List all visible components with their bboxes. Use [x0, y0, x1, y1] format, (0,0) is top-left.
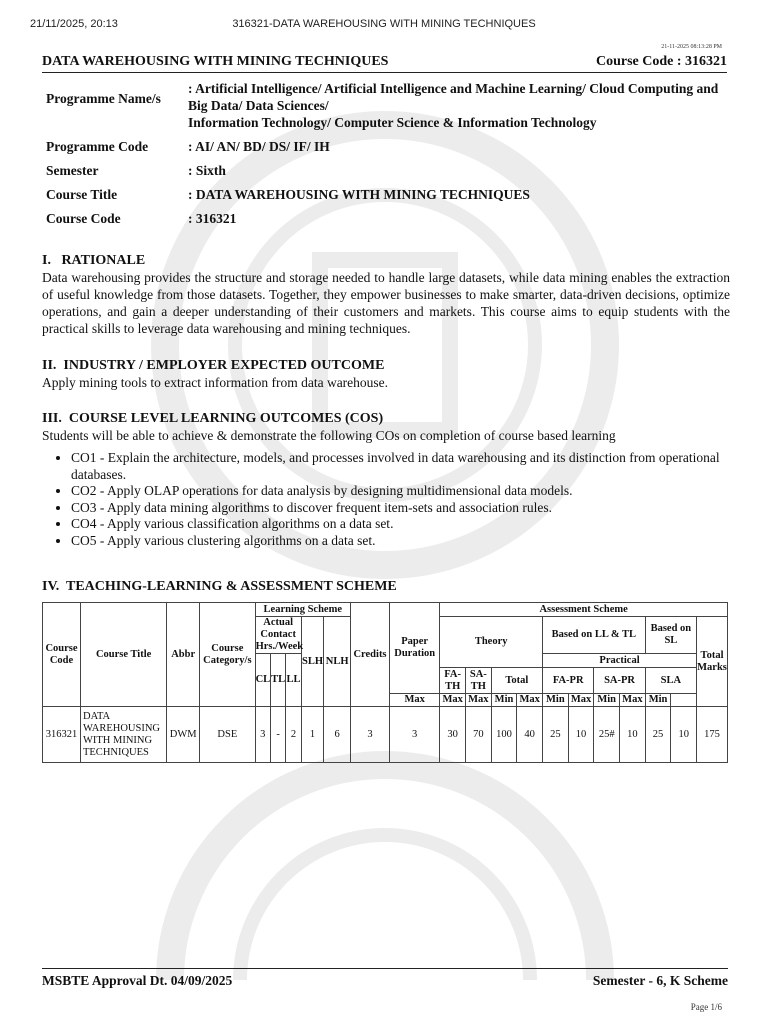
approval-date: MSBTE Approval Dt. 04/09/2025 — [42, 973, 233, 988]
cell-fa-pr-max: 25 — [543, 707, 569, 763]
header-abbr: Abbr — [167, 603, 200, 707]
course-title-label: Course Title — [46, 187, 118, 202]
header-fa-pr: FA-PR — [543, 668, 594, 694]
cell-sa-pr-min: 10 — [620, 707, 646, 763]
list-item: • CO1 - Explain the architecture, models, and processes involved in data warehousing and its distinction from operational databases. — [71, 450, 730, 483]
cell-sa-pr-max: 25# — [594, 707, 620, 763]
course-code-label: Course Code — [46, 211, 121, 226]
header-theory: Theory — [440, 617, 543, 668]
course-code-row — [42, 210, 732, 227]
cell-fa-th-max: 30 — [440, 707, 466, 763]
course-code-value: : 316321 — [188, 211, 237, 226]
cell-sla-max: 25 — [645, 707, 671, 763]
rationale-section — [42, 252, 730, 337]
browser-print-header — [0, 18, 768, 34]
programme-code-value: : AI/ AN/ BD/ DS/ IF/ IH — [188, 139, 330, 154]
header-course-category: Course Category/s — [200, 603, 255, 707]
course-outcomes-list — [42, 450, 730, 549]
print-doc-title: 316321-DATA WAREHOUSING WITH MINING TECHNIQUES — [232, 18, 536, 30]
cell-sa-th-max: 70 — [466, 707, 492, 763]
header-theory-total: Total — [491, 668, 542, 694]
header-max: Max — [517, 694, 543, 707]
header-cl: CL — [255, 654, 270, 707]
rationale-heading: I. RATIONALE — [42, 253, 146, 268]
course-outcomes-heading: III. COURSE LEVEL LEARNING OUTCOMES (COS) — [42, 411, 384, 426]
scheme-heading: IV. TEACHING-LEARNING & ASSESSMENT SCHEME — [42, 579, 397, 594]
header-learning-scheme: Learning Scheme — [255, 603, 350, 617]
cell-total-marks: 175 — [697, 707, 728, 763]
semester-value: : Sixth — [188, 163, 226, 178]
header-max: Max — [390, 694, 440, 707]
cell-slh: 1 — [301, 707, 324, 763]
cell-ll: 2 — [286, 707, 301, 763]
cell-sla-min: 10 — [671, 707, 697, 763]
cell-tl: - — [270, 707, 285, 763]
cell-total-min: 40 — [517, 707, 543, 763]
header-nlh: NLH — [324, 617, 351, 707]
rationale-body: Data warehousing provides the structure and storage needed to handle large datasets, while data mining enables the extraction of useful knowledge from those datasets. Together, they empower businesses to make smarter, data-driven decisions, optimize operations, and gain a deeper understanding of their customers and markets. This course aims to equip students with the practical skills to leverage data warehousing and mining techniques. — [42, 270, 730, 336]
page-number: Page 1/6 — [690, 1002, 722, 1012]
course-outcomes-section — [42, 410, 730, 549]
list-item: • CO3 - Apply data mining algorithms to discover frequent item-sets and association rules. — [71, 500, 730, 517]
page-title: DATA WAREHOUSING WITH MINING TECHNIQUES — [42, 54, 389, 69]
table-row — [43, 707, 728, 763]
header-max: Max — [466, 694, 492, 707]
header-total-marks: Total Marks — [697, 617, 728, 707]
programme-row — [42, 80, 732, 131]
header-sa-th: SA-TH — [466, 668, 492, 694]
print-datetime: 21/11/2025, 20:13 — [30, 18, 118, 30]
programme-label: Programme Name/s — [46, 91, 161, 106]
programme-value — [188, 80, 732, 131]
course-outcomes-intro: Students will be able to achieve & demonstrate the following COs on completion of course based learning — [42, 428, 616, 443]
header-tl: TL — [270, 654, 285, 707]
cell-total-max: 100 — [491, 707, 517, 763]
semester-label: Semester — [46, 163, 99, 178]
header-based-on-ll-tl: Based on LL & TL — [543, 617, 646, 654]
industry-outcome-section — [42, 357, 730, 391]
header-min: Min — [543, 694, 569, 707]
scheme-section — [42, 578, 730, 595]
header-assessment-scheme: Assessment Scheme — [440, 603, 728, 617]
course-code-heading: Course Code : 316321 — [595, 54, 727, 69]
cell-course-title: DATA WAREHOUSING WITH MINING TECHNIQUES — [80, 707, 166, 763]
header-actual-contact: Actual Contact Hrs./Week — [255, 617, 304, 652]
header-slh: SLH — [301, 617, 324, 707]
semester-scheme: Semester - 6, K Scheme — [592, 973, 728, 988]
teaching-assessment-table — [42, 602, 728, 763]
course-title-row — [42, 186, 732, 203]
header-course-code: Course Code — [43, 603, 81, 707]
programme-code-row — [42, 138, 732, 155]
header-min: Min — [645, 694, 671, 707]
cell-course-code: 316321 — [43, 707, 81, 763]
cell-abbr: DWM — [167, 707, 200, 763]
header-ll: LL — [286, 654, 301, 707]
header-max: Max — [440, 694, 466, 707]
cell-fa-pr-min: 10 — [568, 707, 594, 763]
industry-outcome-body: Apply mining tools to extract information from data warehouse. — [42, 375, 389, 390]
semester-row — [42, 162, 732, 179]
list-item: • CO2 - Apply OLAP operations for data analysis by designing multidimensional data models. — [71, 483, 730, 500]
cell-paper-duration: 3 — [390, 707, 440, 763]
cell-category: DSE — [200, 707, 255, 763]
cell-nlh: 6 — [324, 707, 351, 763]
header-practical: Practical — [543, 654, 697, 668]
course-title-value: : DATA WAREHOUSING WITH MINING TECHNIQUES — [188, 187, 530, 202]
header-max: Max — [568, 694, 594, 707]
programme-value-line-2: Information Technology/ Computer Science & Information Technology — [188, 115, 597, 130]
cell-cl: 3 — [255, 707, 270, 763]
header-credits: Credits — [351, 603, 390, 707]
header-min: Min — [594, 694, 620, 707]
cell-credits: 3 — [351, 707, 390, 763]
header-paper-duration: Paper Duration — [390, 603, 440, 694]
programme-value-line-1: : Artificial Intelligence/ Artificial Intelligence and Machine Learning/ Cloud Computing and Big Data/ Data Sciences/ — [188, 81, 719, 113]
generated-timestamp: 21-11-2025 08:13:28 PM — [661, 44, 722, 50]
header-sla: SLA — [645, 668, 696, 694]
header-fa-th: FA-TH — [440, 668, 466, 694]
programme-code-label: Programme Code — [46, 139, 149, 154]
header-based-on-sl: Based on SL — [645, 617, 696, 654]
header-min: Min — [491, 694, 517, 707]
page-footer — [42, 968, 728, 989]
header-max: Max — [620, 694, 646, 707]
page-heading — [42, 52, 727, 73]
header-course-title: Course Title — [80, 603, 166, 707]
list-item: • CO4 - Apply various classification algorithms on a data set. — [71, 516, 730, 533]
course-info-block — [42, 80, 732, 234]
industry-outcome-heading: II. INDUSTRY / EMPLOYER EXPECTED OUTCOME — [42, 358, 385, 373]
list-item: • CO5 - Apply various clustering algorithms on a data set. — [71, 533, 730, 550]
header-sa-pr: SA-PR — [594, 668, 645, 694]
